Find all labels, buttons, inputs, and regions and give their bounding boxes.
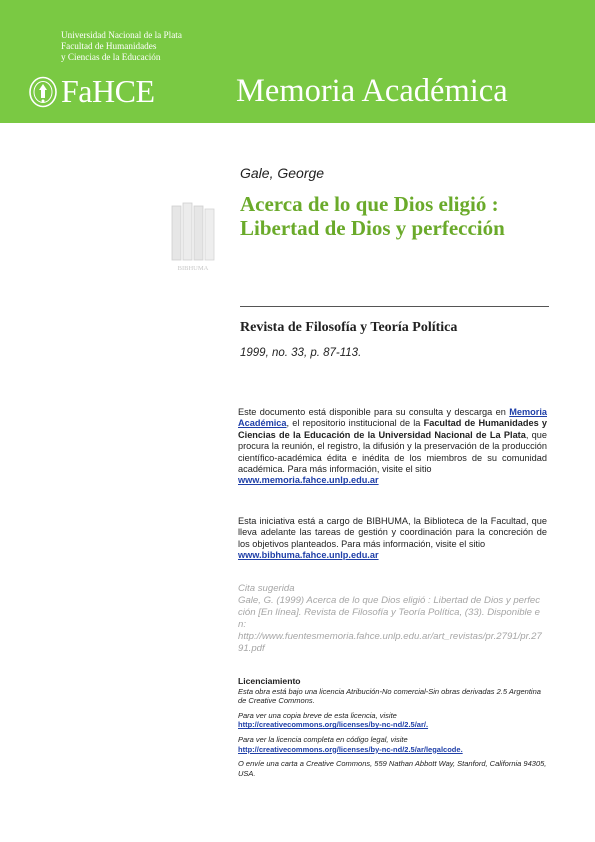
p1-text-b: , el repositorio institucional de la (286, 418, 421, 429)
license-mail-text: O envíe una carta a Creative Commons, 559 Nathan Abbott Way, Stanford, California 94305, USA. (238, 759, 547, 778)
issue-citation: 1999, no. 33, p. 87-113. (240, 347, 362, 359)
license-section (238, 677, 550, 778)
university-lines (61, 30, 182, 63)
bibhuma-info-paragraph (238, 516, 547, 562)
repository-info-paragraph (238, 407, 547, 487)
license-short-link[interactable]: http://creativecommons.org/licenses/by-nc-nd/2.5/ar/. (238, 720, 429, 730)
faculty-name-bold: Facultad de Humanidades y Ciencias de la Educación de la Universidad Nacional de La Plata (238, 418, 547, 440)
license-heading: Licenciamiento (238, 676, 301, 686)
license-short-copy-text: Para ver una copia breve de esta licencia, visite (238, 710, 397, 720)
university-line: Universidad Nacional de la Plata (61, 30, 182, 40)
p1-text-c: , que procura la reunión, el registro, la difusión y la preservación de la producción científico-académica édita e inédita de los miembros de su comunidad académica. Para más información, visite el sitio (238, 429, 547, 475)
license-legal-text: Para ver la licencia completa en código legal, visite (238, 734, 408, 744)
license-text: Esta obra está bajo una licencia Atribución-No comercial-Sin obras derivadas 2.5 Argentina de Creative Commons. (238, 686, 541, 706)
memoria-site-link[interactable]: www.memoria.fahce.unlp.edu.ar (238, 475, 379, 486)
suggested-citation-text: Gale, G. (1999) Acerca de lo que Dios eligió : Libertad de Dios y perfección [En línea]. Revista de Filosofía y Teoría Política, (33). Disponible en: (238, 595, 541, 630)
title-divider (240, 306, 549, 307)
license-legal-link[interactable]: http://creativecommons.org/licenses/by-nc-nd/2.5/ar/legalcode. (238, 744, 463, 754)
suggested-citation-url: http://www.fuentesmemoria.fahce.unlp.edu.ar/art_revistas/pr.2791/pr.2791.pdf (238, 631, 542, 654)
bibhuma-site-link[interactable]: www.bibhuma.fahce.unlp.edu.ar (238, 550, 379, 561)
faculty-line-2: y Ciencias de la Educación (61, 52, 161, 62)
fahce-logo-text: FaHCE (61, 73, 155, 109)
document-title: Acerca de lo que Dios eligió : Libertad de Dios y perfección (240, 192, 505, 240)
p1-text-a: Este documento está disponible para su consulta y descarga en (238, 407, 506, 417)
faculty-line: Facultad de Humanidades (61, 41, 157, 51)
header-banner (0, 0, 595, 123)
suggested-citation (238, 583, 544, 655)
document-author: Gale, George (240, 165, 325, 181)
journal-name: Revista de Filosofía y Teoría Política (240, 320, 458, 335)
suggested-citation-heading: Cita sugerida (238, 583, 295, 594)
memoria-academica-link[interactable]: Memoria Académica (238, 407, 547, 429)
bibhuma-logo-caption: BIBHUMA (177, 265, 209, 272)
bibhuma-books-logo (166, 200, 220, 274)
university-seal-icon (28, 76, 58, 108)
p2-text: Esta iniciativa está a cargo de BIBHUMA, la Biblioteca de la Facultad, que lleva adelante las tareas de gestión y coordinación para la concreción de los objetivos planteados. Para más información, visite el sitio (238, 516, 547, 549)
repository-title: Memoria Académica (236, 73, 508, 109)
